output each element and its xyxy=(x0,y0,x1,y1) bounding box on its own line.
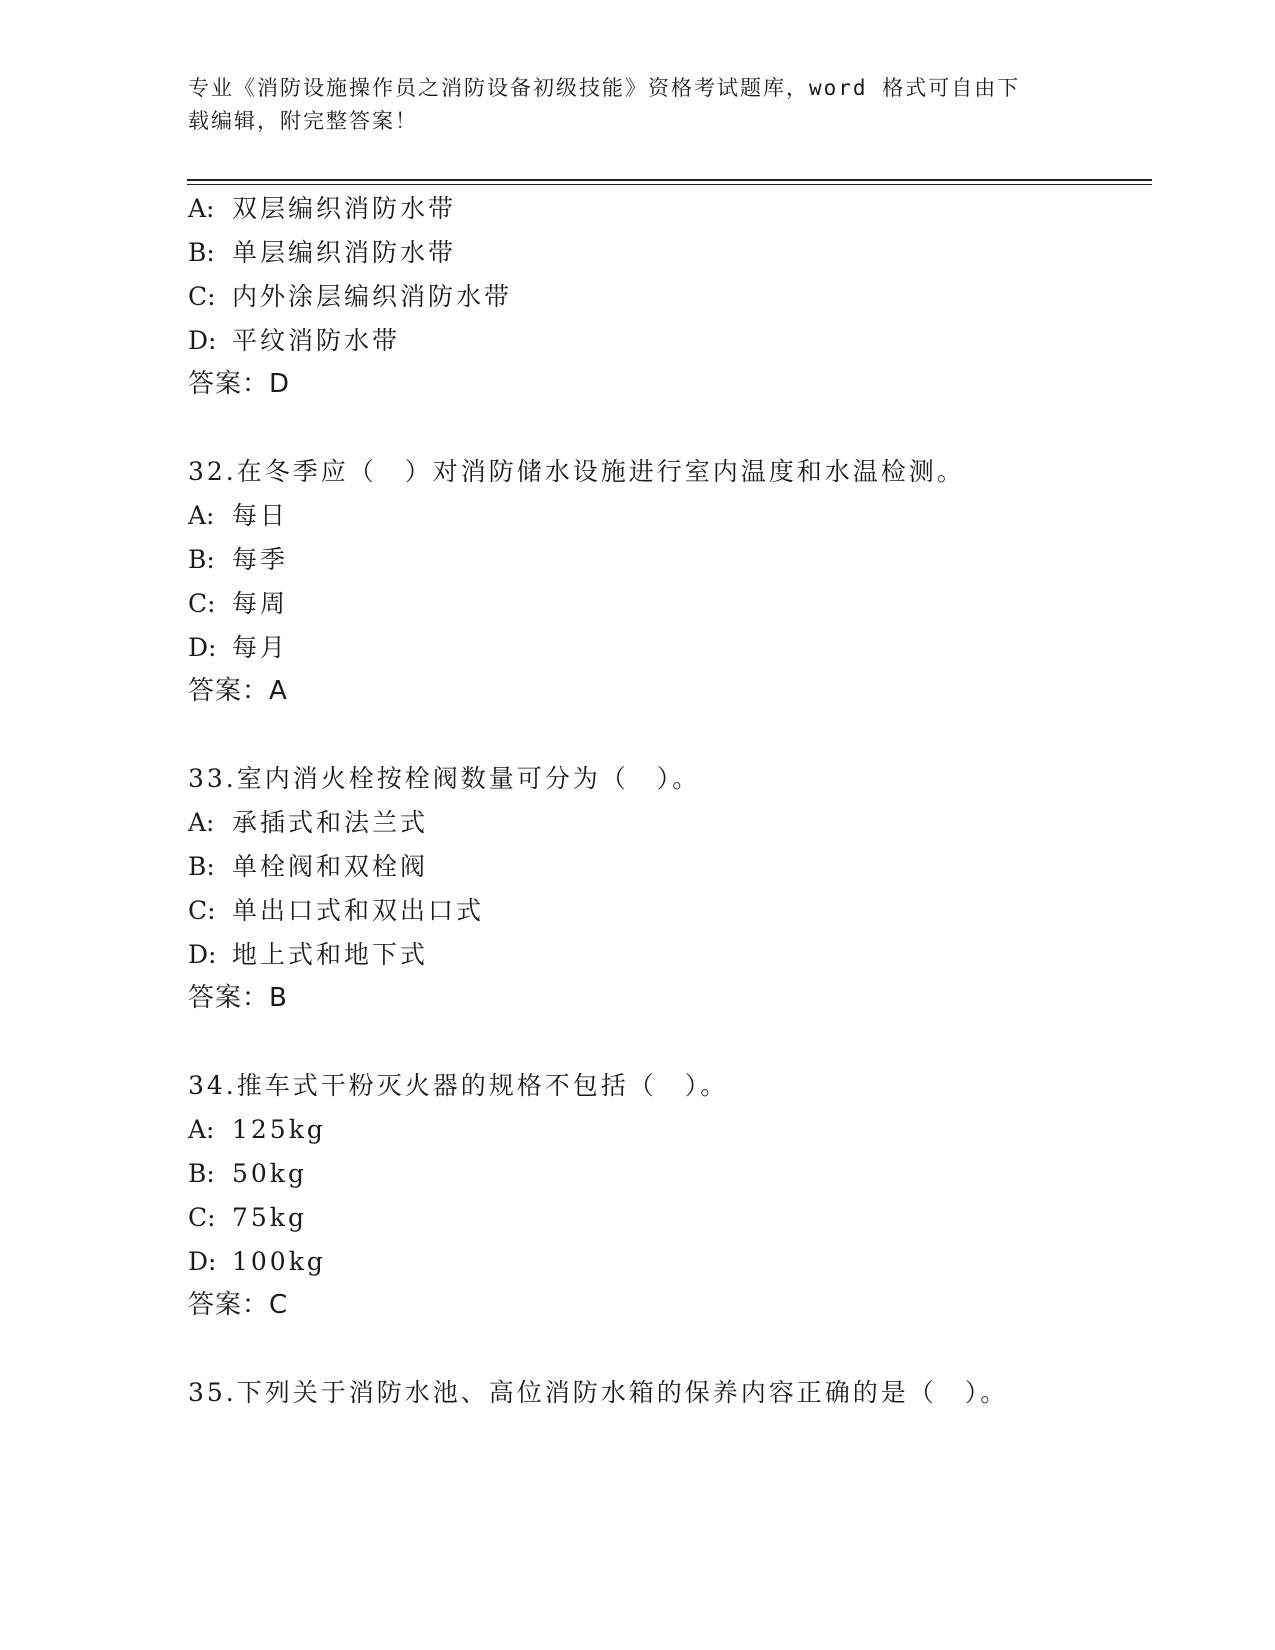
option-label: D: xyxy=(188,326,217,355)
option-label: C: xyxy=(188,1203,216,1232)
question-34-stem: 34.推车式干粉灭火器的规格不包括（ ）。 xyxy=(188,1071,729,1100)
question-33-option-b xyxy=(188,850,428,884)
option-label: A: xyxy=(188,501,215,530)
option-label: B: xyxy=(188,1159,215,1188)
option-text: 75kg xyxy=(232,1203,307,1232)
question-32-option-c xyxy=(188,587,288,621)
question-31-option-c xyxy=(188,280,512,314)
question-32-option-a xyxy=(188,499,288,533)
question-33-option-d xyxy=(188,938,428,972)
question-33-stem: 33.室内消火栓按栓阀数量可分为（ ）。 xyxy=(188,764,701,793)
option-text: 地上式和地下式 xyxy=(232,940,429,969)
question-33-option-a xyxy=(188,806,428,840)
option-text: 平纹消防水带 xyxy=(232,326,401,355)
question-32-stem: 32.在冬季应（ ）对消防储水设施进行室内温度和水温检测。 xyxy=(188,457,965,486)
header-note-line-1: 专业《消防设施操作员之消防设备初级技能》资格考试题库，word 格式可自由下 xyxy=(188,76,1021,100)
option-label: D: xyxy=(188,940,217,969)
question-33-answer: 答案：B xyxy=(188,983,288,1013)
question-32-answer: 答案：A xyxy=(188,676,288,706)
option-label: A: xyxy=(188,1115,215,1144)
option-label: D: xyxy=(188,1247,217,1276)
question-32-option-d xyxy=(188,631,288,665)
option-label: C: xyxy=(188,896,216,925)
question-34-option-b xyxy=(188,1157,307,1191)
option-text: 单层编织消防水带 xyxy=(232,238,457,267)
question-34-answer: 答案：C xyxy=(188,1290,289,1320)
question-31-answer: 答案：D xyxy=(188,369,291,399)
option-text: 每月 xyxy=(232,633,289,662)
question-34-option-d xyxy=(188,1245,326,1279)
option-label: B: xyxy=(188,852,215,881)
option-label: C: xyxy=(188,589,216,618)
option-text: 每周 xyxy=(232,589,289,618)
question-34-option-c xyxy=(188,1201,307,1235)
question-34-option-a xyxy=(188,1113,326,1147)
header-note-line-2: 载编辑，附完整答案！ xyxy=(188,109,418,133)
question-31-option-b xyxy=(188,236,456,270)
option-text: 每日 xyxy=(232,501,289,530)
option-text: 承插式和法兰式 xyxy=(232,808,429,837)
question-31-option-d xyxy=(188,324,400,358)
option-label: A: xyxy=(188,194,215,223)
option-label: C: xyxy=(188,282,216,311)
option-text: 100kg xyxy=(232,1247,326,1276)
option-text: 单出口式和双出口式 xyxy=(232,896,485,925)
header-note xyxy=(188,72,1068,138)
question-31-option-a xyxy=(188,192,456,226)
option-text: 内外涂层编织消防水带 xyxy=(232,282,513,311)
option-text: 单栓阀和双栓阀 xyxy=(232,852,429,881)
option-text: 125kg xyxy=(232,1115,326,1144)
question-32-option-b xyxy=(188,543,288,577)
option-label: D: xyxy=(188,633,217,662)
option-text: 双层编织消防水带 xyxy=(232,194,457,223)
question-33-option-c xyxy=(188,894,484,928)
question-35-stem: 35.下列关于消防水池、高位消防水箱的保养内容正确的是（ ）。 xyxy=(188,1378,1009,1407)
option-label: A: xyxy=(188,808,215,837)
option-label: B: xyxy=(188,545,215,574)
option-text: 50kg xyxy=(232,1159,307,1188)
option-text: 每季 xyxy=(232,545,289,574)
option-label: B: xyxy=(188,238,215,267)
header-divider xyxy=(187,179,1152,185)
